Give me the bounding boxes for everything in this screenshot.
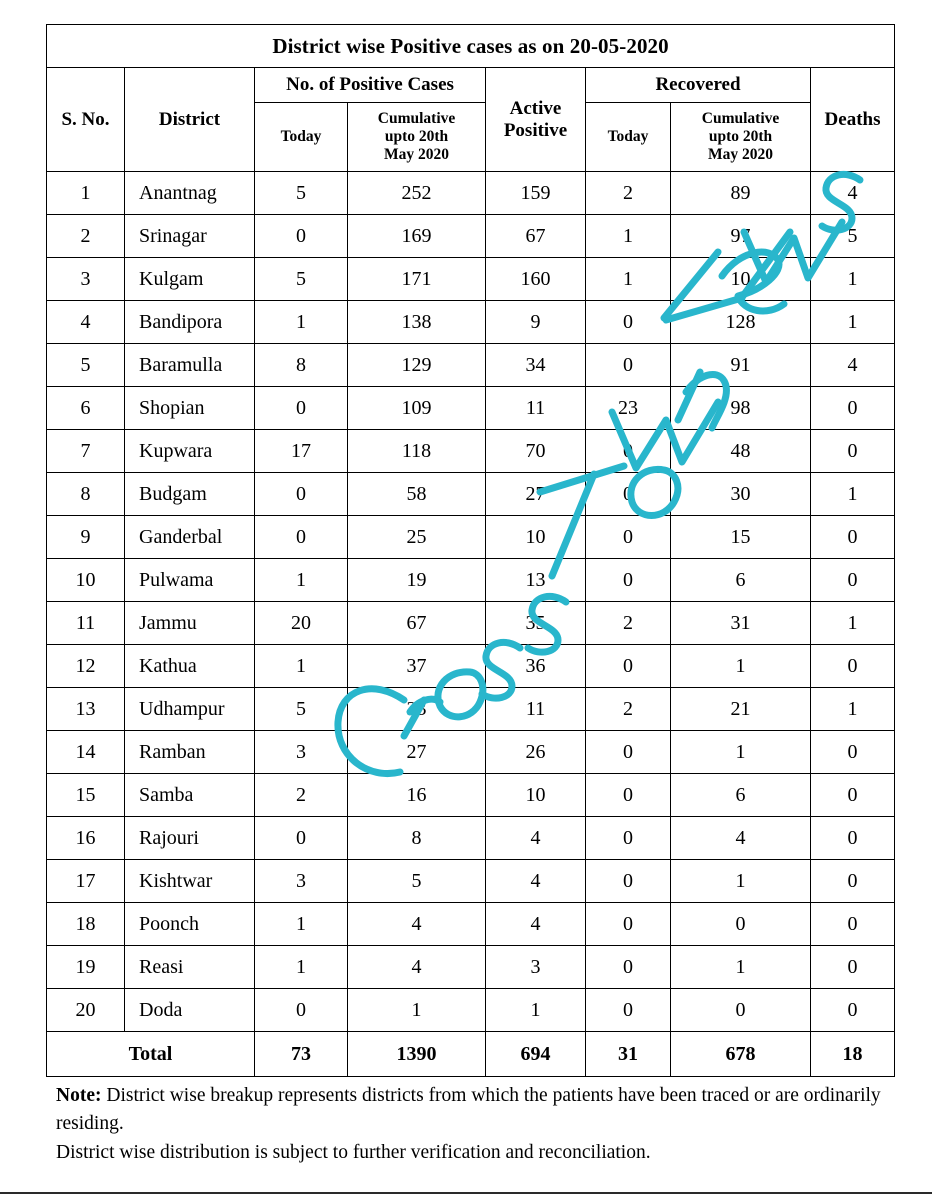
header-active-positive-line2: Positive — [503, 119, 568, 141]
header-positive-today: Today — [255, 103, 348, 172]
cell-recovered-today: 0 — [586, 559, 671, 602]
cell-deaths: 0 — [811, 645, 895, 688]
cell-district: Shopian — [125, 387, 255, 430]
cell-sno: 2 — [47, 215, 125, 258]
cell-positive-cumulative: 67 — [348, 602, 486, 645]
cell-recovered-cumulative: 128 — [671, 301, 811, 344]
cell-recovered-today: 1 — [586, 258, 671, 301]
cell-recovered-today: 0 — [586, 946, 671, 989]
cell-deaths: 4 — [811, 344, 895, 387]
cell-positive-cumulative: 37 — [348, 645, 486, 688]
cell-district: Rajouri — [125, 817, 255, 860]
cell-positive-today: 0 — [255, 387, 348, 430]
cell-deaths: 0 — [811, 817, 895, 860]
cell-positive-cumulative: 129 — [348, 344, 486, 387]
cell-positive-cumulative: 169 — [348, 215, 486, 258]
cell-positive-cumulative: 16 — [348, 774, 486, 817]
cell-recovered-today: 0 — [586, 344, 671, 387]
table-row — [47, 559, 895, 602]
cell-active-positive: 13 — [486, 559, 586, 602]
header-positive-cumulative — [348, 103, 486, 172]
cell-positive-today: 5 — [255, 688, 348, 731]
cell-positive-cumulative: 5 — [348, 860, 486, 903]
cell-recovered-today: 2 — [586, 602, 671, 645]
cell-positive-today: 0 — [255, 215, 348, 258]
cell-positive-today: 1 — [255, 559, 348, 602]
cell-recovered-cumulative: 98 — [671, 387, 811, 430]
cell-positive-cumulative: 118 — [348, 430, 486, 473]
cell-district: Poonch — [125, 903, 255, 946]
total-recovered-cumulative: 678 — [671, 1032, 811, 1077]
cell-active-positive: 11 — [486, 387, 586, 430]
cell-active-positive: 26 — [486, 731, 586, 774]
cell-positive-today: 5 — [255, 258, 348, 301]
cell-positive-cumulative: 19 — [348, 559, 486, 602]
table-row — [47, 989, 895, 1032]
header-recovered-today: Today — [586, 103, 671, 172]
table-row — [47, 430, 895, 473]
cell-active-positive: 70 — [486, 430, 586, 473]
cell-sno: 12 — [47, 645, 125, 688]
cell-active-positive: 27 — [486, 473, 586, 516]
cell-positive-cumulative: 171 — [348, 258, 486, 301]
cell-recovered-today: 2 — [586, 172, 671, 215]
cell-deaths: 1 — [811, 688, 895, 731]
cell-recovered-cumulative: 30 — [671, 473, 811, 516]
cell-district: Kishtwar — [125, 860, 255, 903]
total-label: Total — [47, 1032, 255, 1077]
header-positive-group: No. of Positive Cases — [255, 68, 486, 103]
footer-note — [56, 1082, 896, 1167]
cell-recovered-cumulative: 1 — [671, 645, 811, 688]
table-row — [47, 473, 895, 516]
cell-recovered-cumulative: 1 — [671, 731, 811, 774]
cell-active-positive: 4 — [486, 903, 586, 946]
header-district: District — [125, 68, 255, 172]
table-row — [47, 516, 895, 559]
cell-recovered-today: 0 — [586, 989, 671, 1032]
header-recovered-cumulative — [671, 103, 811, 172]
table-body — [47, 172, 895, 1032]
cell-positive-today: 2 — [255, 774, 348, 817]
cell-recovered-cumulative: 15 — [671, 516, 811, 559]
total-deaths: 18 — [811, 1032, 895, 1077]
cell-deaths: 0 — [811, 731, 895, 774]
cell-positive-today: 3 — [255, 731, 348, 774]
cell-recovered-today: 0 — [586, 301, 671, 344]
cell-positive-today: 1 — [255, 301, 348, 344]
cell-recovered-today: 0 — [586, 860, 671, 903]
table-row — [47, 387, 895, 430]
table-title-row — [47, 25, 895, 68]
cell-sno: 18 — [47, 903, 125, 946]
cell-active-positive: 1 — [486, 989, 586, 1032]
cell-positive-today: 0 — [255, 817, 348, 860]
cell-deaths: 4 — [811, 172, 895, 215]
cell-district: Budgam — [125, 473, 255, 516]
cell-deaths: 0 — [811, 946, 895, 989]
table-row — [47, 731, 895, 774]
cell-positive-today: 17 — [255, 430, 348, 473]
cell-positive-today: 3 — [255, 860, 348, 903]
cell-positive-today: 1 — [255, 903, 348, 946]
cell-sno: 17 — [47, 860, 125, 903]
cell-district: Doda — [125, 989, 255, 1032]
cell-sno: 1 — [47, 172, 125, 215]
cell-district: Kupwara — [125, 430, 255, 473]
cell-positive-cumulative: 252 — [348, 172, 486, 215]
cell-recovered-cumulative: 89 — [671, 172, 811, 215]
total-active-positive: 694 — [486, 1032, 586, 1077]
cell-sno: 11 — [47, 602, 125, 645]
cell-deaths: 0 — [811, 430, 895, 473]
cell-recovered-cumulative: 1 — [671, 946, 811, 989]
cell-deaths: 0 — [811, 516, 895, 559]
total-positive-cumulative: 1390 — [348, 1032, 486, 1077]
cell-active-positive: 4 — [486, 817, 586, 860]
cell-recovered-cumulative: 0 — [671, 903, 811, 946]
cell-deaths: 0 — [811, 387, 895, 430]
cell-active-positive: 67 — [486, 215, 586, 258]
table-row — [47, 860, 895, 903]
cell-sno: 6 — [47, 387, 125, 430]
cell-recovered-cumulative: 4 — [671, 817, 811, 860]
table-row — [47, 688, 895, 731]
cell-positive-today: 0 — [255, 473, 348, 516]
table-footer — [47, 1032, 895, 1077]
cell-deaths: 1 — [811, 473, 895, 516]
cell-recovered-cumulative: 91 — [671, 344, 811, 387]
table-row — [47, 258, 895, 301]
cell-positive-cumulative: 4 — [348, 946, 486, 989]
cell-positive-cumulative: 8 — [348, 817, 486, 860]
cell-deaths: 1 — [811, 258, 895, 301]
cell-deaths: 1 — [811, 301, 895, 344]
cell-recovered-today: 2 — [586, 688, 671, 731]
cell-positive-cumulative: 1 — [348, 989, 486, 1032]
header-group-row — [47, 68, 895, 103]
cell-sno: 7 — [47, 430, 125, 473]
cell-district: Anantnag — [125, 172, 255, 215]
cell-district: Samba — [125, 774, 255, 817]
cell-deaths: 5 — [811, 215, 895, 258]
cell-positive-cumulative: 109 — [348, 387, 486, 430]
table-header — [47, 25, 895, 172]
header-recovered-cumulative-line2: upto 20th — [708, 127, 773, 145]
header-active-positive — [486, 68, 586, 172]
cell-positive-cumulative: 138 — [348, 301, 486, 344]
cell-sno: 4 — [47, 301, 125, 344]
cell-sno: 14 — [47, 731, 125, 774]
header-recovered-cumulative-line1: Cumulative — [701, 109, 780, 127]
cell-positive-cumulative: 4 — [348, 903, 486, 946]
note-line-1: District wise breakup represents districts from which the patients have been traced or are ordinarily residing. — [56, 1085, 881, 1135]
table-row — [47, 172, 895, 215]
cell-positive-today: 1 — [255, 645, 348, 688]
cell-active-positive: 159 — [486, 172, 586, 215]
cell-positive-today: 0 — [255, 516, 348, 559]
cell-positive-today: 5 — [255, 172, 348, 215]
cell-recovered-today: 0 — [586, 903, 671, 946]
cell-recovered-today: 0 — [586, 516, 671, 559]
cell-sno: 9 — [47, 516, 125, 559]
cell-active-positive: 10 — [486, 774, 586, 817]
cell-sno: 19 — [47, 946, 125, 989]
table-row — [47, 774, 895, 817]
cell-positive-cumulative: 27 — [348, 731, 486, 774]
cell-deaths: 0 — [811, 903, 895, 946]
cell-active-positive: 34 — [486, 344, 586, 387]
table-row — [47, 946, 895, 989]
table-row — [47, 344, 895, 387]
header-active-positive-line1: Active — [509, 98, 562, 120]
cell-recovered-cumulative: 97 — [671, 215, 811, 258]
cell-district: Jammu — [125, 602, 255, 645]
cell-active-positive: 3 — [486, 946, 586, 989]
table-title: District wise Positive cases as on 20-05-2020 — [47, 25, 895, 68]
cell-recovered-cumulative: 31 — [671, 602, 811, 645]
cell-recovered-today: 0 — [586, 645, 671, 688]
cell-deaths: 0 — [811, 989, 895, 1032]
cell-district: Bandipora — [125, 301, 255, 344]
cell-sno: 13 — [47, 688, 125, 731]
cell-district: Kathua — [125, 645, 255, 688]
note-line-2: District wise distribution is subject to further verification and reconciliation. — [56, 1141, 651, 1163]
district-cases-table — [46, 24, 895, 1077]
cell-recovered-cumulative: 48 — [671, 430, 811, 473]
cell-recovered-today: 0 — [586, 473, 671, 516]
table-row — [47, 645, 895, 688]
table-row — [47, 215, 895, 258]
cell-active-positive: 11 — [486, 688, 586, 731]
cell-sno: 3 — [47, 258, 125, 301]
cell-deaths: 0 — [811, 860, 895, 903]
cell-deaths: 1 — [811, 602, 895, 645]
cell-sno: 16 — [47, 817, 125, 860]
cell-district: Ramban — [125, 731, 255, 774]
cell-positive-cumulative: 33 — [348, 688, 486, 731]
cell-district: Srinagar — [125, 215, 255, 258]
report-table-container — [46, 24, 894, 1077]
cell-sno: 10 — [47, 559, 125, 602]
cell-district: Reasi — [125, 946, 255, 989]
cell-active-positive: 9 — [486, 301, 586, 344]
cell-active-positive: 4 — [486, 860, 586, 903]
cell-sno: 15 — [47, 774, 125, 817]
header-recovered-cumulative-line3: May 2020 — [707, 146, 773, 164]
table-row — [47, 602, 895, 645]
cell-recovered-cumulative: 0 — [671, 989, 811, 1032]
cell-recovered-today: 0 — [586, 731, 671, 774]
cell-positive-cumulative: 25 — [348, 516, 486, 559]
note-label: Note: — [56, 1085, 102, 1106]
total-recovered-today: 31 — [586, 1032, 671, 1077]
cell-deaths: 0 — [811, 774, 895, 817]
cell-recovered-today: 0 — [586, 430, 671, 473]
cell-district: Udhampur — [125, 688, 255, 731]
cell-positive-today: 1 — [255, 946, 348, 989]
table-row — [47, 903, 895, 946]
cell-active-positive: 160 — [486, 258, 586, 301]
cell-district: Kulgam — [125, 258, 255, 301]
header-recovered-group: Recovered — [586, 68, 811, 103]
cell-active-positive: 35 — [486, 602, 586, 645]
cell-recovered-cumulative: 21 — [671, 688, 811, 731]
bottom-divider — [0, 1192, 932, 1194]
cell-district: Ganderbal — [125, 516, 255, 559]
cell-sno: 5 — [47, 344, 125, 387]
cell-positive-today: 0 — [255, 989, 348, 1032]
cell-deaths: 0 — [811, 559, 895, 602]
header-deaths: Deaths — [811, 68, 895, 172]
cell-district: Baramulla — [125, 344, 255, 387]
cell-district: Pulwama — [125, 559, 255, 602]
table-row — [47, 301, 895, 344]
header-positive-cumulative-line1: Cumulative — [377, 109, 456, 127]
cell-positive-today: 8 — [255, 344, 348, 387]
cell-sno: 20 — [47, 989, 125, 1032]
cell-recovered-cumulative: 10 — [671, 258, 811, 301]
header-positive-cumulative-line3: May 2020 — [383, 146, 449, 164]
table-row — [47, 817, 895, 860]
cell-recovered-today: 23 — [586, 387, 671, 430]
total-positive-today: 73 — [255, 1032, 348, 1077]
cell-positive-today: 20 — [255, 602, 348, 645]
cell-recovered-cumulative: 6 — [671, 559, 811, 602]
cell-recovered-today: 0 — [586, 774, 671, 817]
cell-recovered-today: 0 — [586, 817, 671, 860]
header-sno: S. No. — [47, 68, 125, 172]
cell-positive-cumulative: 58 — [348, 473, 486, 516]
cell-recovered-cumulative: 6 — [671, 774, 811, 817]
cell-recovered-cumulative: 1 — [671, 860, 811, 903]
cell-recovered-today: 1 — [586, 215, 671, 258]
total-row — [47, 1032, 895, 1077]
cell-sno: 8 — [47, 473, 125, 516]
header-positive-cumulative-line2: upto 20th — [384, 127, 449, 145]
cell-active-positive: 10 — [486, 516, 586, 559]
cell-active-positive: 36 — [486, 645, 586, 688]
